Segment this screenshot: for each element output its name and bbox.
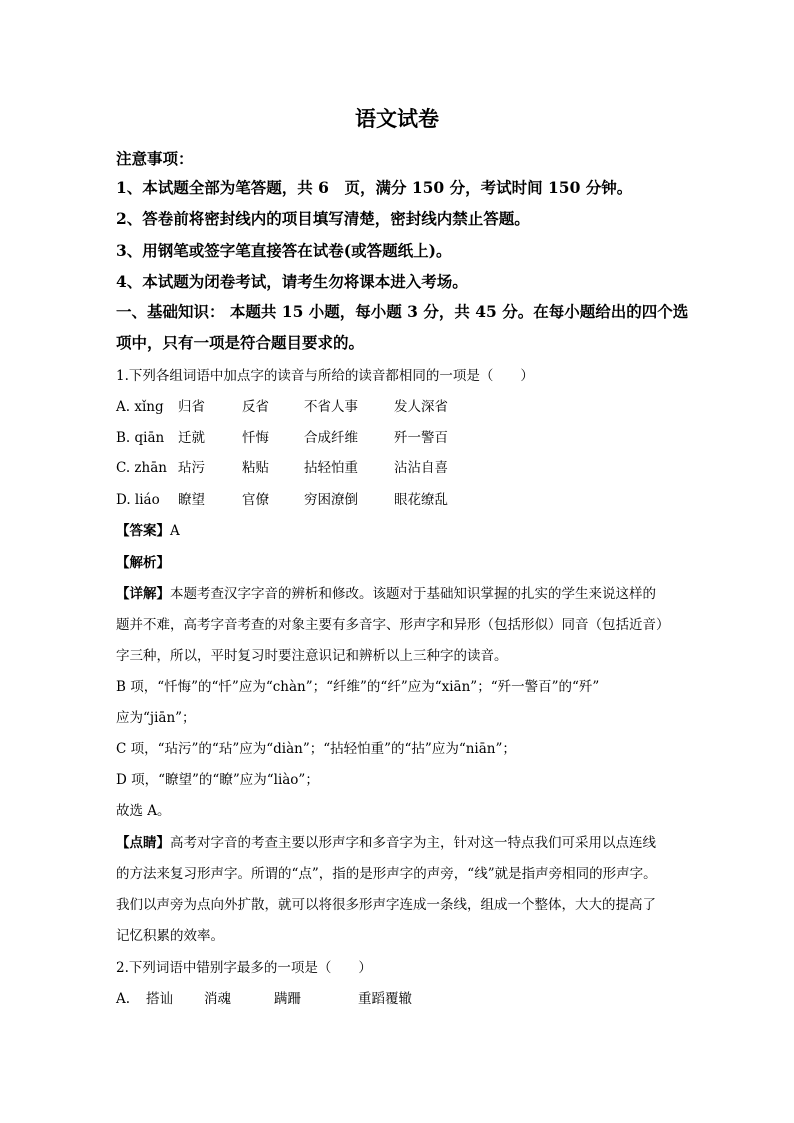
option-word: 官僚 (242, 492, 269, 508)
question-2-option-a (116, 987, 412, 1007)
detail-tag: 【详解】 (116, 586, 170, 602)
option-word: 归省 (178, 399, 205, 415)
option-word: 瞭望 (178, 492, 205, 508)
section-heading: 一、基础知识： 本题共 15 小题，每小题 3 分，共 45 分。在每小题给出的四个选 (116, 302, 689, 321)
detail-text: 应为“jiān”； (116, 710, 196, 726)
option-word: 粘贴 (242, 460, 269, 476)
option-word: 重蹈覆辙 (358, 991, 412, 1007)
analysis-tag: 【解析】 (116, 555, 170, 571)
tip-text: 的方法来复习形声字。所谓的“点”，指的是形声字的声旁，“线”就是指声旁相同的形声字。 (116, 866, 657, 882)
question-1-option-a (116, 395, 448, 415)
detail-text: 题并不难，高考字音考查的对象主要有多音字、形声字和异形（包括形似）同音（包括近音） (116, 617, 670, 633)
detail-text: 本题考查汉字字音的辨析和修改。该题对于基础知识掌握的扎实的学生来说这样的 (170, 586, 656, 602)
section-heading-cont: 项中，只有一项是符合题目要求的。 (116, 333, 365, 352)
answer-value: A (170, 523, 180, 539)
page-title: 语文试卷 (355, 106, 439, 131)
tip-text: 我们以声旁为点向外扩散，就可以将很多形声字连成一条线，组成一个整体，大大的提高了 (116, 897, 656, 913)
option-label: A. xǐng (116, 399, 164, 415)
answer-line (116, 519, 180, 539)
option-word: 歼一警百 (394, 430, 448, 446)
notice-item: 2、答卷前将密封线内的项目填写清楚，密封线内禁止答题。 (116, 209, 530, 228)
option-word: 玷污 (178, 460, 205, 476)
option-word: 合成纤维 (304, 430, 358, 446)
detail-text: D 项，“瞭望”的“瞭”应为“liào”； (116, 772, 319, 788)
option-word: 迁就 (178, 430, 205, 446)
tip-line (116, 831, 656, 851)
notice-item: 4、本试题为闭卷考试，请考生勿将课本进入考场。 (116, 272, 468, 291)
option-word: 蹒跚 (274, 991, 301, 1007)
question-1-option-c (116, 456, 448, 476)
option-word: 眼花缭乱 (394, 492, 448, 508)
notice-item: 3、用钢笔或签字笔直接答在试卷(或答题纸上)。 (116, 241, 452, 260)
option-word: 反省 (242, 399, 269, 415)
option-word: 拈轻怕重 (304, 460, 358, 476)
question-1-stem: 1.下列各组词语中加点字的读音与所给的读音都相同的一项是（ ） (116, 368, 534, 384)
tip-text: 记忆积累的效率。 (116, 928, 224, 944)
question-1-option-d (116, 488, 448, 508)
detail-text: C 项，“玷污”的“玷”应为“diàn”；“拈轻怕重”的“拈”应为“niān”； (116, 741, 516, 757)
detail-line (116, 582, 656, 602)
option-word: 忏悔 (242, 430, 269, 446)
tip-text: 高考对字音的考查主要以形声字和多音字为主，针对这一特点我们可采用以点连线 (170, 835, 656, 851)
question-1-option-b (116, 426, 448, 446)
detail-text: 故选 A。 (116, 803, 171, 819)
option-label: B. qiān (116, 430, 165, 446)
option-word: 搭讪 (146, 991, 173, 1007)
question-2-stem: 2.下列词语中错别字最多的一项是（ ） (116, 960, 372, 976)
tip-tag: 【点睛】 (116, 835, 170, 851)
option-label: D. liáo (116, 492, 160, 508)
option-word: 不省人事 (304, 399, 358, 415)
option-label: C. zhān (116, 460, 167, 476)
notice-item: 1、本试题全部为笔答题，共 6 页，满分 150 分，考试时间 150 分钟。 (116, 178, 633, 197)
detail-text: B 项，“忏悔”的“忏”应为“chàn”；“纤维”的“纤”应为“xiān”；“歼一警百”的“歼” (116, 679, 600, 695)
option-word: 发人深省 (394, 399, 448, 415)
option-word: 消魂 (204, 991, 231, 1007)
option-label: A. (116, 991, 131, 1007)
detail-text: 字三种，所以，平时复习时要注意识记和辨析以上三种字的读音。 (116, 648, 508, 664)
option-word: 穷困潦倒 (304, 492, 358, 508)
option-word: 沾沾自喜 (394, 460, 448, 476)
notice-heading: 注意事项： (116, 149, 194, 168)
answer-tag: 【答案】 (116, 523, 170, 539)
